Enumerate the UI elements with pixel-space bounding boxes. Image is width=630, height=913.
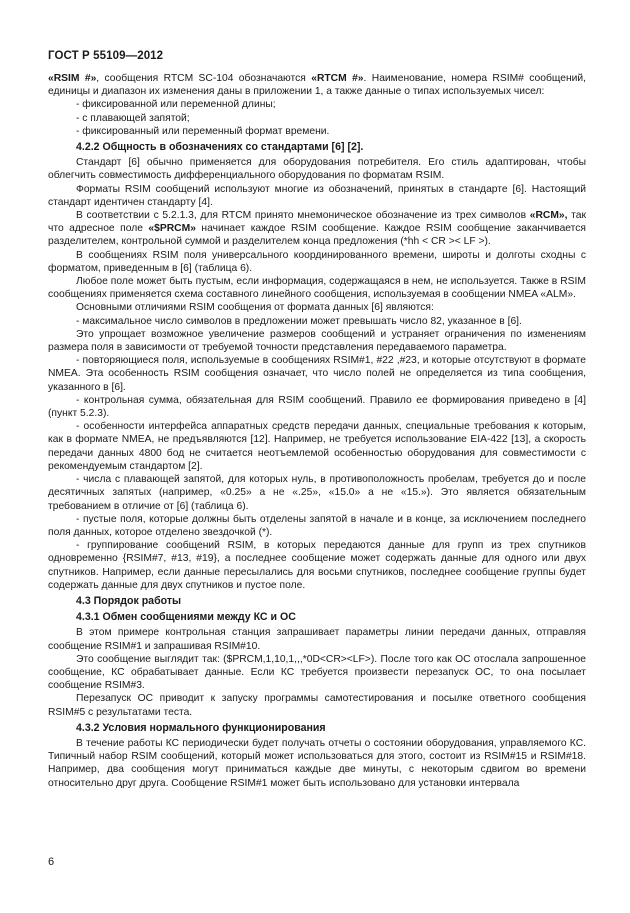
paragraph: - повторяющиеся поля, используемые в сообщениях RSIM#1, #22 ,#23, и которые отсутствуют в формате NMEA. Эта особенность RSIM сообщения означает, что число полей не определяется из типа сообщения, указанного в [6].: [48, 355, 586, 393]
section-heading: 4.3 Порядок работы: [76, 594, 182, 607]
paragraph: - с плавающей запятой;: [76, 112, 190, 124]
page-number: 6: [48, 856, 55, 868]
paragraph: Основными отличиями RSIM сообщения от формата данных [6] являются:: [76, 302, 434, 314]
paragraph: Перезапуск ОС приводит к запуску программы самотестирования и посылке ответного сообщения RSIM#5 с результатами теста.: [48, 693, 586, 718]
document-header: ГОСТ Р 55109—2012: [48, 50, 164, 62]
paragraph: «RSIM #», сообщения RTCM SC-104 обозначаются «RTCM #». Наименование, номера RSIM# сообщений, единицы и диапазон их изменения даны в приложении 1, а также данные о типах используемых чисел:: [48, 73, 586, 98]
paragraph: Форматы RSIM сообщений используют многие из обозначений, принятых в стандарте [6]. Настоящий стандарт идентичен стандарту [4].: [48, 183, 586, 208]
section-heading: 4.3.1 Обмен сообщениями между КС и ОС: [76, 611, 296, 624]
document-body: [48, 72, 586, 790]
paragraph: Это сообщение выглядит так: ($PRCM,1,10,1,,,*0D<CR><LF>). После того как ОС отослала запрошенное сообщение, КС обрабатывает данные. Если КС требуется произвести перезапуск ОС, то она посылает сообщение RSIM#3.: [48, 653, 586, 692]
section-heading: 4.3.2 Условия нормального функционирования: [76, 721, 326, 734]
paragraph: - фиксированный или переменный формат времени.: [76, 125, 330, 137]
paragraph: В течение работы КС периодически будет получать отчеты о состоянии оборудования, управляемого КС. Типичный набор RSIM сообщений, который может использоваться для этого, состоит из RSIM#15 и RSIM#18. Например, два сообщения могут приниматься каждые две минуты, с некоторым сдвигом во времени относительно друг друга. Сообщение RSIM#1 может быть использовано для установки интервала: [48, 737, 586, 789]
paragraph: Это упрощает возможное увеличение размеров сообщений и устраняет ограничения по изменениям размера поля в зависимости от требуемой точности представления передаваемого параметра.: [48, 328, 586, 354]
paragraph: В этом примере контрольная станция запрашивает параметры линии передачи данных, отправляя сообщение RSIM#1 и запрашивая RSIM#10.: [48, 627, 586, 652]
paragraph: В соответствии с 5.2.1.3, для RTCM принято мнемоническое обозначение из трех символов «RCM», так что адресное поле «$PRCM» начинает каждое RSIM сообщение. Каждое RSIM сообщение заканчивается разделителем, контрольной суммой и разделителем конца предложения (*hh < CR >< LF >).: [48, 210, 587, 248]
paragraph: - пустые поля, которые должны быть отделены запятой в начале и в конце, за исключением последнего поля данных, которое отделено звездочкой (*).: [48, 513, 586, 538]
paragraph: - максимальное число символов в предложении может превышать число 82, указанное в [6].: [76, 315, 522, 327]
paragraph: - особенности интерфейса аппаратных средств передачи данных, специальные требования к которым, как в формате NMEA, не предъявляются [12]. Например, не требуется использование EIA-422 [13], а скорость передачи данных 4800 бод не считается неотъемлемой особенностью оборудования для совместимости с рекомендуемым стандартом [2].: [48, 421, 586, 472]
paragraph: Любое поле может быть пустым, если информация, содержащаяся в нем, не используется. Также в RSIM сообщениях применяется схема составного линейного сообщения, используемая в сообщении NMEA «ALM».: [48, 276, 586, 301]
paragraph: - контрольная сумма, обязательная для RSIM сообщений. Правило ее формирования приведено в [4] (пункт 5.2.3).: [48, 394, 586, 420]
paragraph: - группирование сообщений RSIM, в которых передаются данные для групп из трех спутников одновременно {RSIM#7, #13, #19}, а последнее сообщение может содержать данные для одного или двух спутников. Например, если данные пересылались для восьми спутников, последнее сообщение группы будет содержать данные для двух спутников и пустое поле.: [48, 540, 586, 591]
paragraph: - числа с плавающей запятой, для которых нуль, в противоположность пробелам, требуется до и после десятичных запятых (например, «0.25» а не «.25», «15.0» а не «15.»). Это является обязательным требованием в отличие от [6] (таблица 6).: [48, 474, 586, 512]
section-heading: 4.2.2 Общность в обозначениях со стандартами [6] [2].: [76, 141, 364, 154]
paragraph: Стандарт [6] обычно применяется для оборудования потребителя. Его стиль адаптирован, чтобы облегчить совместимость дифференциального оборудования по форматам RSIM.: [48, 157, 586, 182]
paragraph: В сообщениях RSIM поля универсального координированного времени, широты и долготы сходны с форматом, приведенным в [6] (таблица 6).: [48, 249, 586, 274]
paragraph: - фиксированной или переменной длины;: [76, 99, 276, 111]
